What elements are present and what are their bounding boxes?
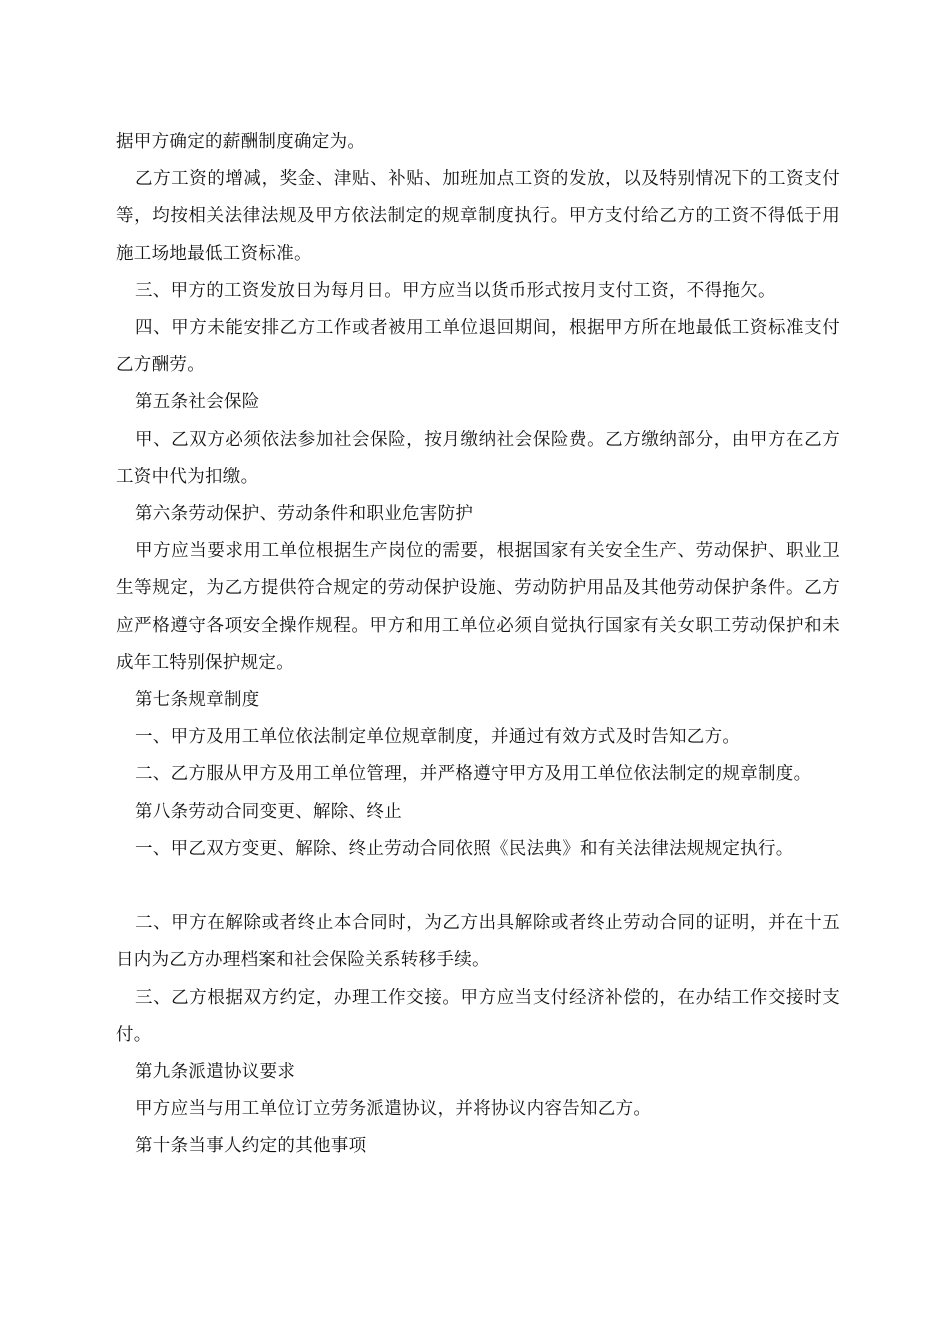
section-heading-10: 第十条当事人约定的其他事项	[135, 1136, 367, 1157]
section-heading-9: 第九条派遣协议要求	[135, 1062, 296, 1083]
paragraph-contract-change: 一、甲乙双方变更、解除、终止劳动合同依照《民法典》和有关法律法规规定执行。	[135, 838, 794, 859]
section-heading-8: 第八条劳动合同变更、解除、终止	[135, 801, 402, 822]
paragraph-handover: 三、乙方根据双方约定，办理工作交接。甲方应当支付经济补偿的，在办结工作交接时支付。	[116, 987, 840, 1045]
section-heading-6: 第六条劳动保护、劳动条件和职业危害防护	[135, 504, 474, 525]
paragraph-labor-protection: 甲方应当要求用工单位根据生产岗位的需要，根据国家有关安全生产、劳动保护、职业卫生等规定，为乙方提供符合规定的劳动保护设施、劳动防护用品及其他劳动保护条件。乙方应严格遵守各项安全操作规程。甲方和用工单位必须自觉执行国家有关女职工劳动保护和未成年工特别保护规定。	[116, 541, 840, 673]
paragraph-salary-system: 据甲方确定的薪酬制度确定为。	[116, 132, 366, 152]
paragraph-salary-adjustment: 乙方工资的增减，奖金、津贴、补贴、加班加点工资的发放，以及特别情况下的工资支付等，均按相关法律法规及甲方依法制定的规章制度执行。甲方支付给乙方的工资不得低于用施工场地最低工资标准。	[116, 169, 840, 264]
paragraph-dispatch-agreement: 甲方应当与用工单位订立劳务派遣协议，并将协议内容告知乙方。	[135, 1099, 652, 1120]
paragraph-rules-obey: 二、乙方服从甲方及用工单位管理，并严格遵守甲方及用工单位依法制定的规章制度。	[135, 764, 812, 785]
paragraph-rules-notify: 一、甲方及用工单位依法制定单位规章制度，并通过有效方式及时告知乙方。	[135, 727, 741, 748]
section-heading-5: 第五条社会保险	[135, 392, 260, 413]
section-heading-7: 第七条规章制度	[135, 690, 260, 711]
paragraph-pay-day: 三、甲方的工资发放日为每月日。甲方应当以货币形式按月支付工资，不得拖欠。	[135, 280, 776, 301]
paragraph-unassigned-pay: 四、甲方未能安排乙方工作或者被用工单位退回期间，根据甲方所在地最低工资标准支付乙方酬劳。	[116, 318, 840, 376]
blank-line	[116, 868, 840, 905]
paragraph-termination-proof: 二、甲方在解除或者终止本合同时，为乙方出具解除或者终止劳动合同的证明，并在十五日内为乙方办理档案和社会保险关系转移手续。	[116, 913, 840, 971]
document-page	[116, 124, 840, 1166]
paragraph-social-insurance: 甲、乙双方必须依法参加社会保险，按月缴纳社会保险费。乙方缴纳部分，由甲方在乙方工资中代为扣缴。	[116, 429, 840, 487]
